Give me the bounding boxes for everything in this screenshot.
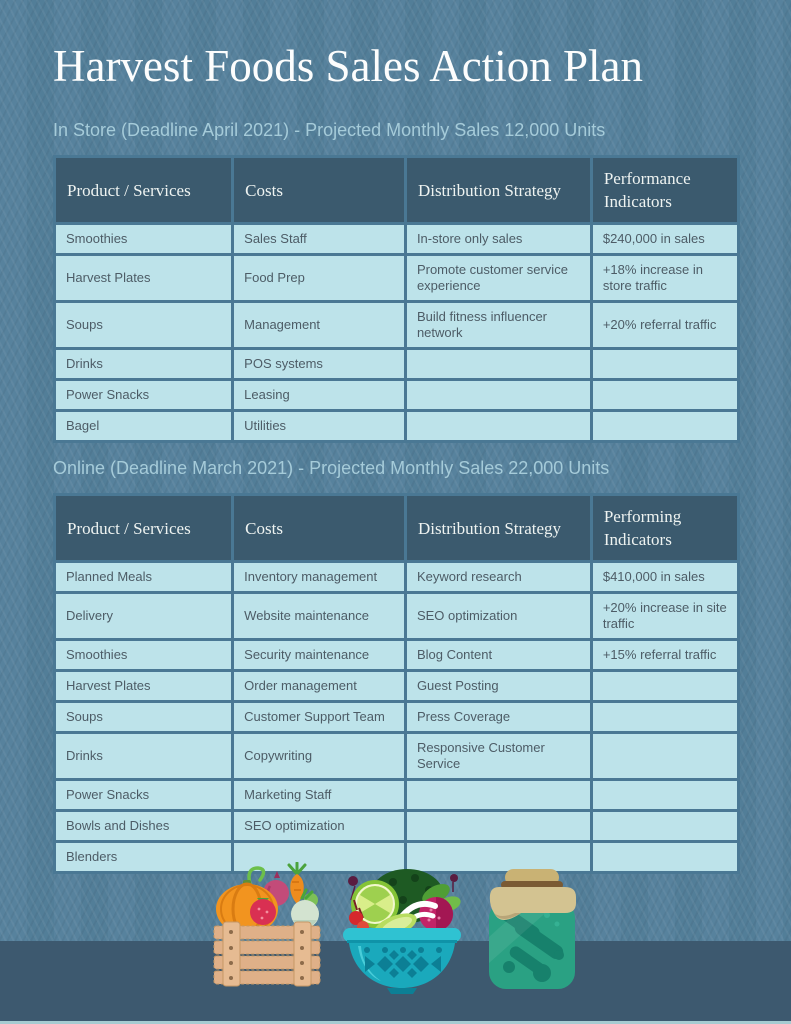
table-cell: +20% referral traffic [591,302,738,349]
table-row [55,811,739,842]
table-row [55,302,739,349]
table-cell [405,411,591,442]
online-table [53,493,740,874]
table-cell: Management [233,302,406,349]
table-cell: +18% increase in store traffic [591,255,738,302]
table-cell: Inventory management [233,562,406,593]
page-title: Harvest Foods Sales Action Plan [53,41,643,91]
table-cell: Blenders [55,842,233,873]
table-row [55,593,739,640]
table-cell: Order management [233,671,406,702]
table-row [55,640,739,671]
table-cell: Drinks [55,349,233,380]
table-cell [405,380,591,411]
table-cell: Smoothies [55,640,233,671]
section-heading-online: Online (Deadline March 2021) - Projected Monthly Sales 22,000 Units [53,458,610,478]
table-cell [405,349,591,380]
column-header: Costs [233,495,406,562]
in-store-table-container [53,155,740,443]
table-cell: SEO optimization [233,811,406,842]
table-row [55,780,739,811]
table-cell [591,411,738,442]
table-cell: Responsive Customer Service [405,733,591,780]
table-cell: Delivery [55,593,233,640]
table-cell: +20% increase in site traffic [591,593,738,640]
column-header: Product / Services [55,495,233,562]
table-row [55,702,739,733]
table-cell: $410,000 in sales [591,562,738,593]
table-row [55,562,739,593]
jar-lid [490,869,576,920]
table-cell [591,349,738,380]
table-cell: Drinks [55,733,233,780]
table-cell [591,380,738,411]
table-cell [591,733,738,780]
table-cell [591,671,738,702]
table-cell: Press Coverage [405,702,591,733]
table-row [55,411,739,442]
online-table-container [53,493,740,874]
table-cell: Power Snacks [55,780,233,811]
table-cell: Promote customer service experience [405,255,591,302]
table-row [55,380,739,411]
table-cell: Bagel [55,411,233,442]
table-cell: Smoothies [55,224,233,255]
table-cell: +15% referral traffic [591,640,738,671]
header-row [55,157,739,224]
bowl-body [343,928,461,994]
table-cell: Utilities [233,411,406,442]
table-cell [405,780,591,811]
table-cell: Soups [55,702,233,733]
table-cell: $240,000 in sales [591,224,738,255]
section-heading-in-store: In Store (Deadline April 2021) - Projected Monthly Sales 12,000 Units [53,120,606,140]
column-header: Performing Indicators [591,495,738,562]
table-cell: Build fitness influencer network [405,302,591,349]
table-cell: Keyword research [405,562,591,593]
table-cell: Customer Support Team [233,702,406,733]
column-header: Costs [233,157,406,224]
table-cell: Sales Staff [233,224,406,255]
table-cell: Planned Meals [55,562,233,593]
table-row [55,349,739,380]
preserves-jar-icon [485,867,579,991]
table-cell: Website maintenance [233,593,406,640]
column-header: Product / Services [55,157,233,224]
table-cell [591,811,738,842]
salad-bowl-icon [341,866,465,994]
table-row [55,733,739,780]
table-row [55,255,739,302]
table-cell: Copywriting [233,733,406,780]
table-cell: Blog Content [405,640,591,671]
table-cell [591,702,738,733]
table-cell: In-store only sales [405,224,591,255]
column-header: Distribution Strategy [405,495,591,562]
table-row [55,671,739,702]
table-cell: Power Snacks [55,380,233,411]
table-cell: Harvest Plates [55,671,233,702]
table-cell: Security maintenance [233,640,406,671]
crate-box [214,922,320,986]
table-cell: POS systems [233,349,406,380]
table-cell: Leasing [233,380,406,411]
vegetable-crate-icon [210,862,324,988]
table-cell [591,842,738,873]
table-cell: Marketing Staff [233,780,406,811]
table-cell [405,811,591,842]
table-cell: Soups [55,302,233,349]
table-cell: Guest Posting [405,671,591,702]
in-store-table [53,155,740,443]
table-cell [591,780,738,811]
column-header: Performance Indicators [591,157,738,224]
table-cell: SEO optimization [405,593,591,640]
table-cell: Bowls and Dishes [55,811,233,842]
column-header: Distribution Strategy [405,157,591,224]
header-row [55,495,739,562]
table-cell: Food Prep [233,255,406,302]
table-row [55,224,739,255]
table-cell: Harvest Plates [55,255,233,302]
